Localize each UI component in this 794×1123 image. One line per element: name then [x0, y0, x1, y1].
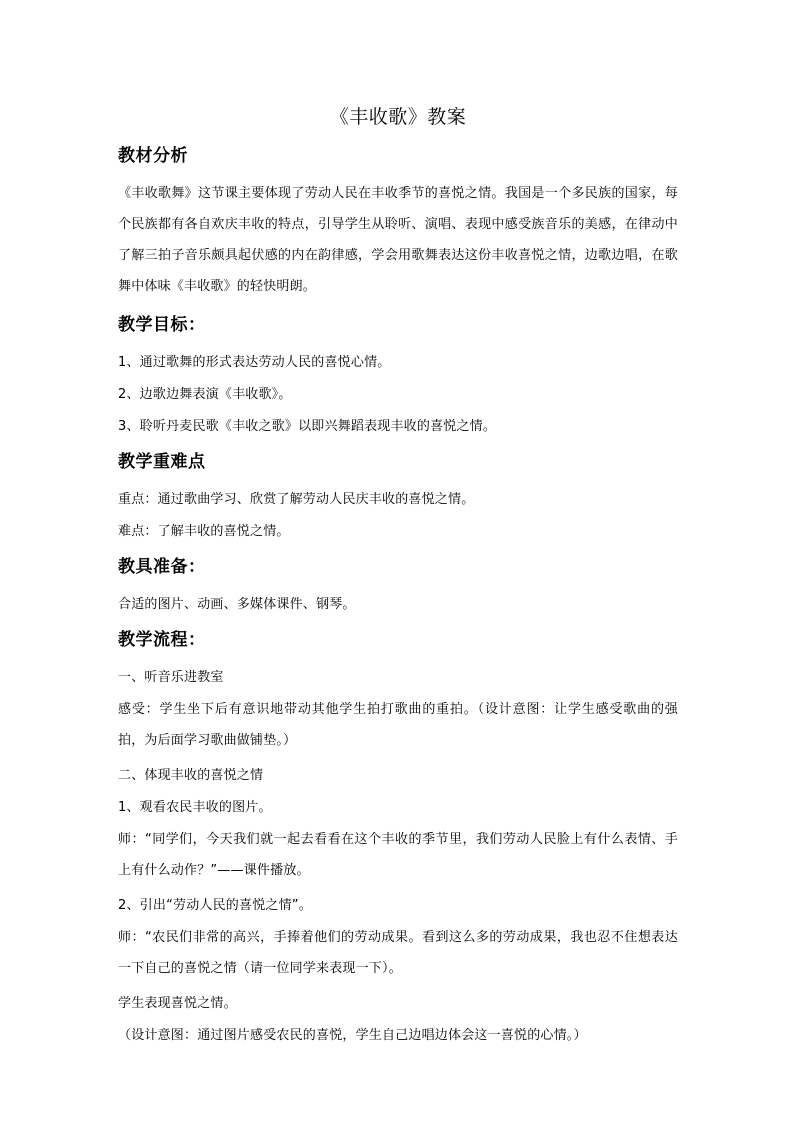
process-line: （设计意图：通过图片感受农民的喜悦，学生自己边唱边体会这一喜悦的心情。） [118, 1028, 587, 1043]
process-step-heading: 二、体现丰收的喜悦之情 [118, 768, 264, 783]
section-heading-process: 教学流程： [118, 630, 206, 650]
analysis-paragraph: 《丰收歌舞》这节课主要体现了劳动人民在丰收季节的喜悦之情。我国是一个多民族的国家，每个民族都有各自欢庆丰收的特点，引导学生从聆听、演唱、表现中感受族音乐的美感，在律动中了解三拍子音乐颇具起伏感的内在韵律感，学会用歌舞表达这份丰收喜悦之情，边歌边唱，在歌舞中体味《丰收歌》的轻快明朗。 [118, 186, 678, 294]
section-heading-materials: 教具准备： [118, 557, 206, 577]
process-paragraph: 师：“同学们，今天我们就一起去看看在这个丰收的季节里，我们劳动人民脸上有什么表情、手上有什么动作？”——课件播放。 [118, 832, 678, 878]
document-title: 《丰收歌》教案 [329, 106, 467, 128]
section-heading-key-points: 教学重难点 [118, 452, 206, 472]
process-paragraph: 师：“农民们非常的高兴，手捧着他们的劳动成果。看到这么多的劳动成果，我也忍不住想表达一下自己的喜悦之情（请一位同学来表现一下）。 [118, 930, 678, 976]
section-heading-analysis: 教材分析 [118, 146, 188, 166]
key-point-difficulty: 难点：了解丰收的喜悦之情。 [118, 524, 290, 539]
materials-text: 合适的图片、动画、多媒体课件、钢琴。 [118, 597, 356, 612]
document-body [118, 102, 678, 1052]
section-heading-goals: 教学目标： [118, 315, 206, 335]
process-line: 2、引出“劳动人民的喜悦之情”。 [118, 898, 312, 913]
goal-item-1: 1、通过歌舞的形式表达劳动人民的喜悦心情。 [118, 355, 391, 370]
goal-item-3: 3、聆听丹麦民歌《丰收之歌》以即兴舞蹈表现丰收的喜悦之情。 [118, 419, 497, 434]
process-line: 1、观看农民丰收的图片。 [118, 800, 272, 815]
process-paragraph: 感受：学生坐下后有意识地带动其他学生拍打歌曲的重拍。（设计意图：让学生感受歌曲的强拍，为后面学习歌曲做铺垫。） [118, 702, 678, 748]
process-step-heading: 一、听音乐进教室 [118, 670, 224, 685]
goal-item-2: 2、边歌边舞表演《丰收歌》。 [118, 387, 292, 402]
key-point-focus: 重点：通过歌曲学习、欣赏了解劳动人民庆丰收的喜悦之情。 [118, 492, 475, 507]
process-line: 学生表现喜悦之情。 [118, 996, 237, 1011]
